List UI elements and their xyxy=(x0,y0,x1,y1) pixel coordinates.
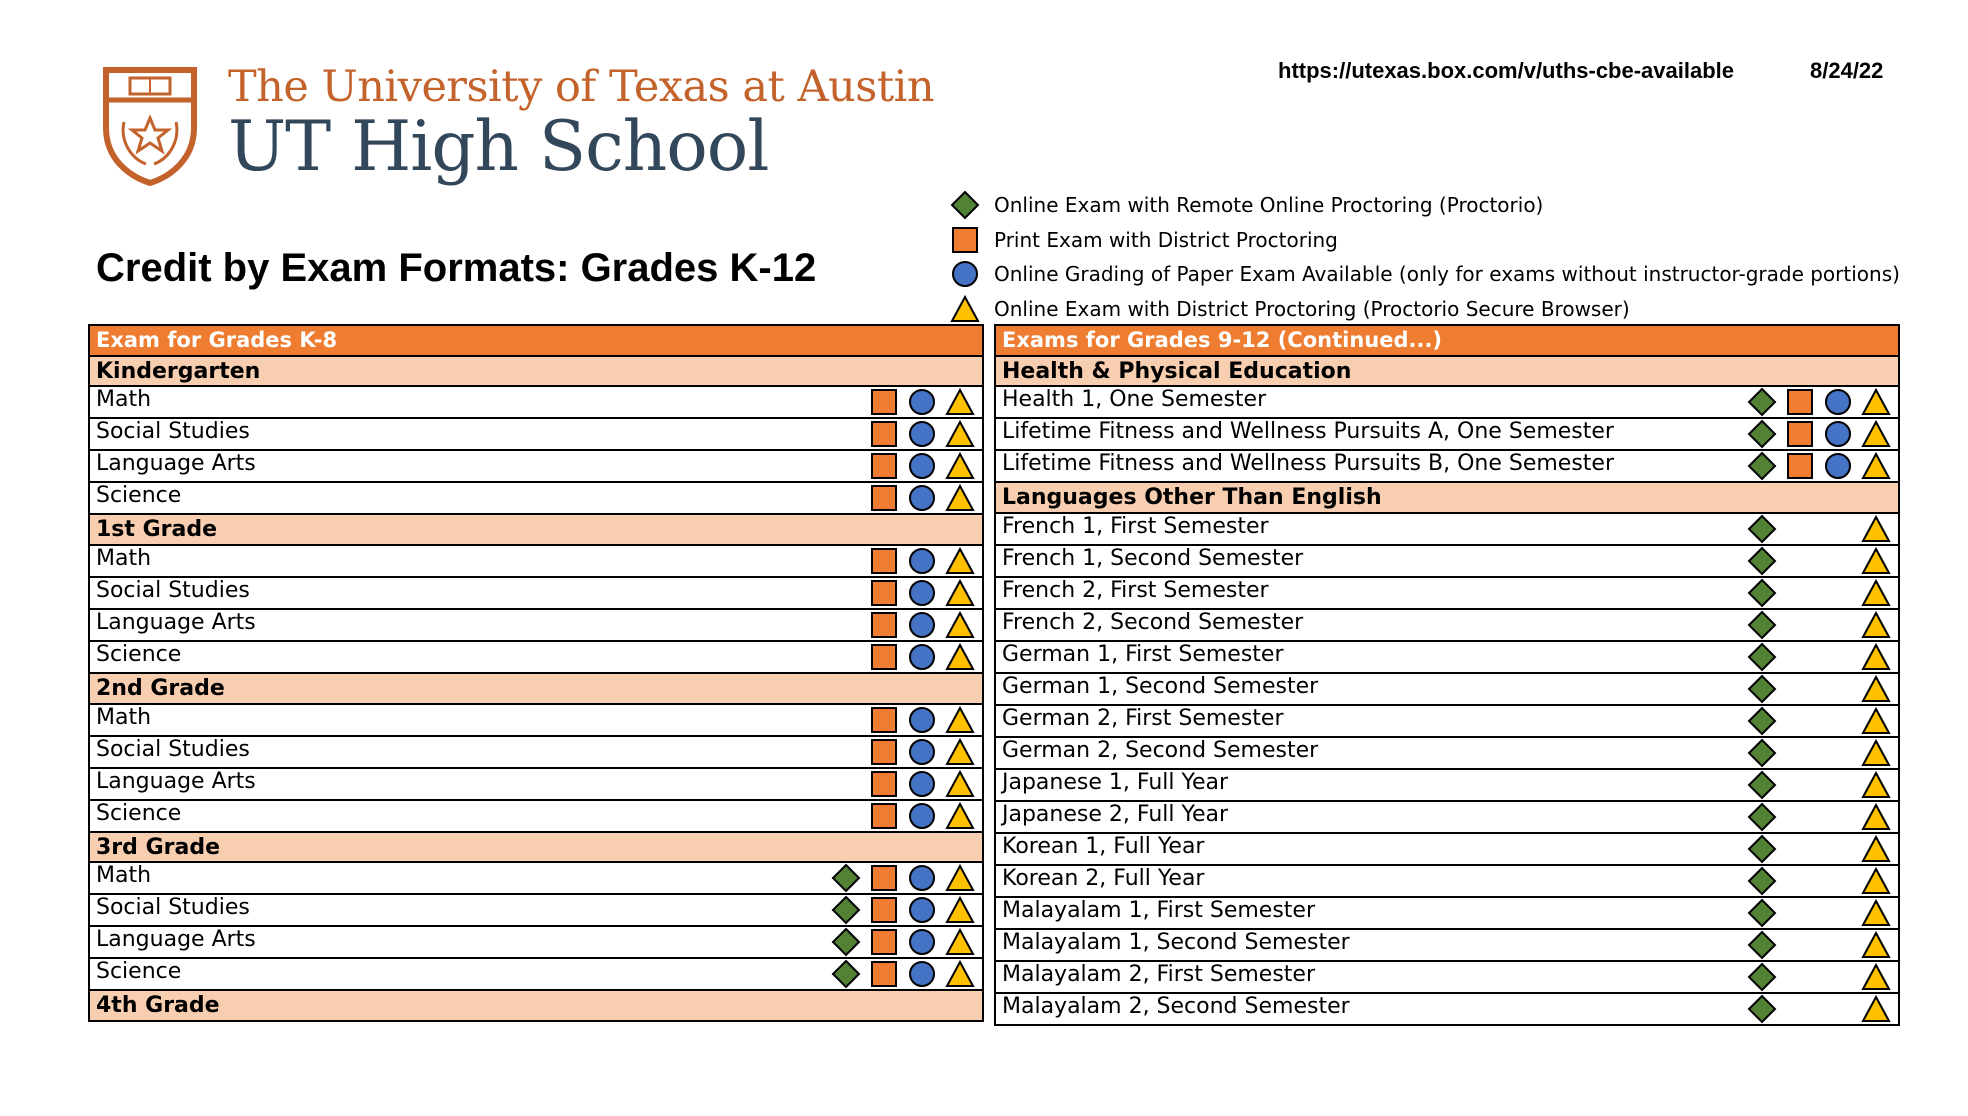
section-row xyxy=(89,514,983,545)
table-row xyxy=(995,961,1899,993)
exam-label: Language Arts xyxy=(96,451,256,477)
green-diamond-icon xyxy=(1747,930,1777,960)
exam-label: Science xyxy=(96,642,182,668)
yellow-triangle-icon xyxy=(1861,642,1891,672)
grades-9-12-table xyxy=(994,324,1900,1026)
orange-square-icon xyxy=(869,801,899,831)
orange-square-icon xyxy=(869,895,899,925)
green-diamond-icon xyxy=(1747,578,1777,608)
format-icons xyxy=(865,483,979,513)
green-diamond-icon xyxy=(1747,866,1777,896)
green-diamond-icon xyxy=(1747,546,1777,576)
green-diamond-icon xyxy=(1747,706,1777,736)
exam-label: French 1, First Semester xyxy=(1002,514,1269,540)
format-icons xyxy=(865,769,979,799)
exam-cell xyxy=(89,386,983,418)
yellow-triangle-icon xyxy=(945,737,975,767)
format-icons xyxy=(1743,962,1895,992)
exam-cell xyxy=(89,545,983,577)
yellow-triangle-icon xyxy=(945,451,975,481)
document-date: 8/24/22 xyxy=(1810,58,1884,83)
yellow-triangle-icon xyxy=(950,294,980,324)
yellow-triangle-icon xyxy=(945,801,975,831)
green-diamond-icon xyxy=(1747,642,1777,672)
green-diamond-icon xyxy=(1747,834,1777,864)
table-row xyxy=(89,894,983,926)
format-icons xyxy=(1743,770,1895,800)
table-row xyxy=(995,705,1899,737)
exam-cell xyxy=(995,609,1899,641)
format-icons xyxy=(865,801,979,831)
blue-circle-icon xyxy=(907,483,937,513)
format-icons xyxy=(865,578,979,608)
yellow-triangle-icon xyxy=(1861,930,1891,960)
table-row xyxy=(995,577,1899,609)
green-diamond-icon xyxy=(1747,419,1777,449)
exam-cell xyxy=(89,704,983,736)
exam-cell xyxy=(89,926,983,958)
table-row xyxy=(995,769,1899,801)
exam-cell xyxy=(995,545,1899,577)
blue-circle-icon xyxy=(907,863,937,893)
table-row xyxy=(995,993,1899,1025)
section-title: Kindergarten xyxy=(89,356,983,387)
orange-square-icon xyxy=(869,769,899,799)
yellow-triangle-icon xyxy=(1861,419,1891,449)
green-diamond-icon xyxy=(1747,674,1777,704)
exam-cell xyxy=(995,737,1899,769)
orange-square-icon xyxy=(869,610,899,640)
exam-label: French 2, Second Semester xyxy=(1002,610,1304,636)
exam-label: German 2, First Semester xyxy=(1002,706,1284,732)
section-row xyxy=(995,356,1899,387)
orange-square-icon xyxy=(869,642,899,672)
table-row xyxy=(89,545,983,577)
exam-label: Language Arts xyxy=(96,927,256,953)
blue-circle-icon xyxy=(907,769,937,799)
section-title: Languages Other Than English xyxy=(995,482,1899,513)
yellow-triangle-icon xyxy=(1861,387,1891,417)
table-row xyxy=(995,897,1899,929)
exam-label: Science xyxy=(96,800,182,826)
green-diamond-icon xyxy=(831,863,861,893)
table-row xyxy=(995,801,1899,833)
table-row xyxy=(89,386,983,418)
exam-cell xyxy=(995,961,1899,993)
yellow-triangle-icon xyxy=(1861,706,1891,736)
legend-label: Online Exam with Remote Online Proctoring (Proctorio) xyxy=(994,193,1544,218)
yellow-triangle-icon xyxy=(945,642,975,672)
exam-cell xyxy=(995,929,1899,961)
orange-square-icon xyxy=(869,959,899,989)
orange-square-icon xyxy=(869,863,899,893)
yellow-triangle-icon xyxy=(1861,962,1891,992)
orange-square-icon xyxy=(1785,419,1815,449)
green-diamond-icon xyxy=(950,190,980,220)
orange-square-icon xyxy=(950,225,980,255)
exam-cell xyxy=(995,705,1899,737)
exam-cell xyxy=(995,865,1899,897)
exam-label: German 2, Second Semester xyxy=(1002,738,1319,764)
exam-label: Science xyxy=(96,959,182,985)
blue-circle-icon xyxy=(907,927,937,957)
ut-seal-logo xyxy=(100,66,200,186)
table-row xyxy=(995,833,1899,865)
orange-square-icon xyxy=(869,546,899,576)
format-icons xyxy=(1743,578,1895,608)
exam-cell xyxy=(995,450,1899,482)
format-icons xyxy=(865,451,979,481)
format-icons xyxy=(1743,802,1895,832)
exam-cell xyxy=(89,958,983,990)
table-row xyxy=(89,926,983,958)
yellow-triangle-icon xyxy=(1861,451,1891,481)
format-icons xyxy=(865,737,979,767)
orange-square-icon xyxy=(869,419,899,449)
orange-square-icon xyxy=(869,578,899,608)
format-icons xyxy=(827,927,979,957)
exam-label: Malayalam 2, First Semester xyxy=(1002,962,1315,988)
exam-label: Korean 2, Full Year xyxy=(1002,866,1205,892)
blue-circle-icon xyxy=(907,705,937,735)
legend-item xyxy=(950,188,1910,223)
green-diamond-icon xyxy=(1747,770,1777,800)
format-icons xyxy=(1743,419,1895,449)
yellow-triangle-icon xyxy=(1861,898,1891,928)
section-row xyxy=(89,356,983,387)
exam-label: Math xyxy=(96,387,152,413)
yellow-triangle-icon xyxy=(945,959,975,989)
exam-cell xyxy=(995,993,1899,1025)
exam-cell xyxy=(995,386,1899,418)
table-row xyxy=(995,737,1899,769)
yellow-triangle-icon xyxy=(1861,674,1891,704)
yellow-triangle-icon xyxy=(1861,546,1891,576)
format-icons xyxy=(1743,514,1895,544)
blue-circle-icon xyxy=(907,546,937,576)
format-icons xyxy=(1743,674,1895,704)
table-row xyxy=(995,545,1899,577)
blue-circle-icon xyxy=(907,610,937,640)
exam-label: Japanese 1, Full Year xyxy=(1002,770,1229,796)
table-header: Exams for Grades 9-12 (Continued...) xyxy=(995,325,1899,356)
orange-square-icon xyxy=(1785,451,1815,481)
exam-label: German 1, First Semester xyxy=(1002,642,1284,668)
blue-circle-icon xyxy=(907,387,937,417)
yellow-triangle-icon xyxy=(945,387,975,417)
blue-circle-icon xyxy=(907,895,937,925)
table-row xyxy=(995,450,1899,482)
format-icons xyxy=(827,863,979,893)
section-row xyxy=(89,832,983,863)
grades-k8-table xyxy=(88,324,984,1022)
green-diamond-icon xyxy=(831,895,861,925)
yellow-triangle-icon xyxy=(945,895,975,925)
legend-label: Online Exam with District Proctoring (Proctorio Secure Browser) xyxy=(994,296,1630,321)
document-url[interactable]: https://utexas.box.com/v/uths-cbe-available xyxy=(1278,58,1735,83)
yellow-triangle-icon xyxy=(1861,994,1891,1024)
exam-label: Japanese 2, Full Year xyxy=(1002,802,1229,828)
table-row xyxy=(995,673,1899,705)
table-row xyxy=(995,513,1899,545)
format-icons xyxy=(1743,706,1895,736)
table-row xyxy=(995,386,1899,418)
yellow-triangle-icon xyxy=(945,705,975,735)
table-row xyxy=(995,929,1899,961)
blue-circle-icon xyxy=(907,451,937,481)
exam-cell xyxy=(995,833,1899,865)
exam-cell xyxy=(89,609,983,641)
legend-label: Print Exam with District Proctoring xyxy=(994,227,1338,252)
exam-label: Social Studies xyxy=(96,419,250,445)
exam-cell xyxy=(89,450,983,482)
exam-cell xyxy=(995,577,1899,609)
exam-label: Social Studies xyxy=(96,578,250,604)
exam-cell xyxy=(995,897,1899,929)
blue-circle-icon xyxy=(1823,387,1853,417)
blue-circle-icon xyxy=(1823,451,1853,481)
yellow-triangle-icon xyxy=(1861,514,1891,544)
exam-cell xyxy=(89,736,983,768)
section-row xyxy=(89,673,983,704)
exam-label: Math xyxy=(96,546,152,572)
format-icons xyxy=(865,610,979,640)
page-title: Credit by Exam Formats: Grades K-12 xyxy=(96,246,817,290)
exam-label: Language Arts xyxy=(96,768,256,794)
exam-label: Social Studies xyxy=(96,895,250,921)
exam-label: German 1, Second Semester xyxy=(1002,674,1319,700)
orange-square-icon xyxy=(869,483,899,513)
exam-cell xyxy=(89,768,983,800)
exam-label: Malayalam 2, Second Semester xyxy=(1002,994,1350,1020)
table-row xyxy=(89,800,983,832)
exam-cell xyxy=(995,769,1899,801)
blue-circle-icon xyxy=(907,419,937,449)
exam-cell xyxy=(995,801,1899,833)
format-icons xyxy=(865,546,979,576)
exam-cell xyxy=(89,800,983,832)
table-row xyxy=(995,865,1899,897)
green-diamond-icon xyxy=(1747,514,1777,544)
yellow-triangle-icon xyxy=(1861,834,1891,864)
blue-circle-icon xyxy=(1823,419,1853,449)
section-row xyxy=(89,990,983,1021)
yellow-triangle-icon xyxy=(1861,738,1891,768)
school-name: UT High School xyxy=(228,107,769,187)
table-header: Exam for Grades K-8 xyxy=(89,325,983,356)
yellow-triangle-icon xyxy=(1861,866,1891,896)
legend-item xyxy=(950,257,1910,292)
green-diamond-icon xyxy=(1747,962,1777,992)
section-title: Health & Physical Education xyxy=(995,356,1899,387)
green-diamond-icon xyxy=(1747,610,1777,640)
yellow-triangle-icon xyxy=(945,483,975,513)
orange-square-icon xyxy=(869,387,899,417)
table-row xyxy=(89,609,983,641)
orange-square-icon xyxy=(869,737,899,767)
legend-label: Online Grading of Paper Exam Available (only for exams without instructor-grade portions) xyxy=(994,262,1900,287)
legend-item xyxy=(950,223,1910,258)
table-row xyxy=(995,641,1899,673)
blue-circle-icon xyxy=(950,259,980,289)
green-diamond-icon xyxy=(1747,994,1777,1024)
table-row xyxy=(89,958,983,990)
orange-square-icon xyxy=(869,927,899,957)
blue-circle-icon xyxy=(907,578,937,608)
university-name: The University of Texas at Austin xyxy=(228,62,935,112)
exam-cell xyxy=(89,894,983,926)
yellow-triangle-icon xyxy=(945,578,975,608)
format-icons xyxy=(1743,834,1895,864)
yellow-triangle-icon xyxy=(945,546,975,576)
exam-label: Lifetime Fitness and Wellness Pursuits A, One Semester xyxy=(1002,419,1614,445)
table-row xyxy=(89,450,983,482)
table-row xyxy=(89,862,983,894)
green-diamond-icon xyxy=(831,927,861,957)
exam-label: Social Studies xyxy=(96,736,250,762)
format-icons xyxy=(1743,642,1895,672)
table-row xyxy=(89,418,983,450)
exam-cell xyxy=(995,641,1899,673)
table-header-row xyxy=(89,325,983,356)
yellow-triangle-icon xyxy=(945,610,975,640)
exam-label: Malayalam 1, Second Semester xyxy=(1002,930,1350,956)
exam-label: French 1, Second Semester xyxy=(1002,546,1304,572)
section-title: 4th Grade xyxy=(89,990,983,1021)
green-diamond-icon xyxy=(831,959,861,989)
format-icons xyxy=(1743,738,1895,768)
section-title: 3rd Grade xyxy=(89,832,983,863)
yellow-triangle-icon xyxy=(945,927,975,957)
section-title: 1st Grade xyxy=(89,514,983,545)
format-icons xyxy=(1743,451,1895,481)
table-row xyxy=(89,768,983,800)
exam-label: Lifetime Fitness and Wellness Pursuits B, One Semester xyxy=(1002,451,1615,477)
exam-label: Health 1, One Semester xyxy=(1002,387,1267,413)
exam-cell xyxy=(89,418,983,450)
table-row xyxy=(89,736,983,768)
yellow-triangle-icon xyxy=(1861,770,1891,800)
blue-circle-icon xyxy=(907,959,937,989)
exam-label: Malayalam 1, First Semester xyxy=(1002,898,1315,924)
exam-cell xyxy=(995,673,1899,705)
section-title: 2nd Grade xyxy=(89,673,983,704)
table-row xyxy=(89,641,983,673)
format-icons xyxy=(865,387,979,417)
table-row xyxy=(89,704,983,736)
exam-cell xyxy=(89,482,983,514)
format-icons xyxy=(1743,930,1895,960)
yellow-triangle-icon xyxy=(1861,802,1891,832)
table-row xyxy=(995,609,1899,641)
format-icons xyxy=(1743,387,1895,417)
blue-circle-icon xyxy=(907,737,937,767)
format-icons xyxy=(865,642,979,672)
table-row xyxy=(995,418,1899,450)
format-icons xyxy=(1743,610,1895,640)
legend-item xyxy=(950,292,1910,327)
exam-cell xyxy=(89,641,983,673)
exam-cell xyxy=(89,862,983,894)
orange-square-icon xyxy=(869,451,899,481)
orange-square-icon xyxy=(1785,387,1815,417)
exam-label: Math xyxy=(96,863,152,889)
yellow-triangle-icon xyxy=(1861,578,1891,608)
format-icons xyxy=(1743,898,1895,928)
yellow-triangle-icon xyxy=(945,419,975,449)
exam-cell xyxy=(995,513,1899,545)
exam-label: Korean 1, Full Year xyxy=(1002,834,1205,860)
yellow-triangle-icon xyxy=(945,863,975,893)
yellow-triangle-icon xyxy=(945,769,975,799)
format-icons xyxy=(865,705,979,735)
format-icons xyxy=(827,895,979,925)
format-icons xyxy=(1743,546,1895,576)
exam-label: Math xyxy=(96,704,152,730)
green-diamond-icon xyxy=(1747,451,1777,481)
format-icons xyxy=(827,959,979,989)
table-header-row xyxy=(995,325,1899,356)
exam-label: French 2, First Semester xyxy=(1002,578,1269,604)
legend xyxy=(950,188,1910,326)
exam-label: Science xyxy=(96,483,182,509)
blue-circle-icon xyxy=(907,801,937,831)
format-icons xyxy=(865,419,979,449)
yellow-triangle-icon xyxy=(1861,610,1891,640)
orange-square-icon xyxy=(869,705,899,735)
exam-label: Language Arts xyxy=(96,610,256,636)
exam-cell xyxy=(995,418,1899,450)
format-icons xyxy=(1743,866,1895,896)
table-row xyxy=(89,577,983,609)
blue-circle-icon xyxy=(907,642,937,672)
section-row xyxy=(995,482,1899,513)
exam-cell xyxy=(89,577,983,609)
table-row xyxy=(89,482,983,514)
green-diamond-icon xyxy=(1747,738,1777,768)
format-icons xyxy=(1743,994,1895,1024)
green-diamond-icon xyxy=(1747,898,1777,928)
green-diamond-icon xyxy=(1747,802,1777,832)
green-diamond-icon xyxy=(1747,387,1777,417)
